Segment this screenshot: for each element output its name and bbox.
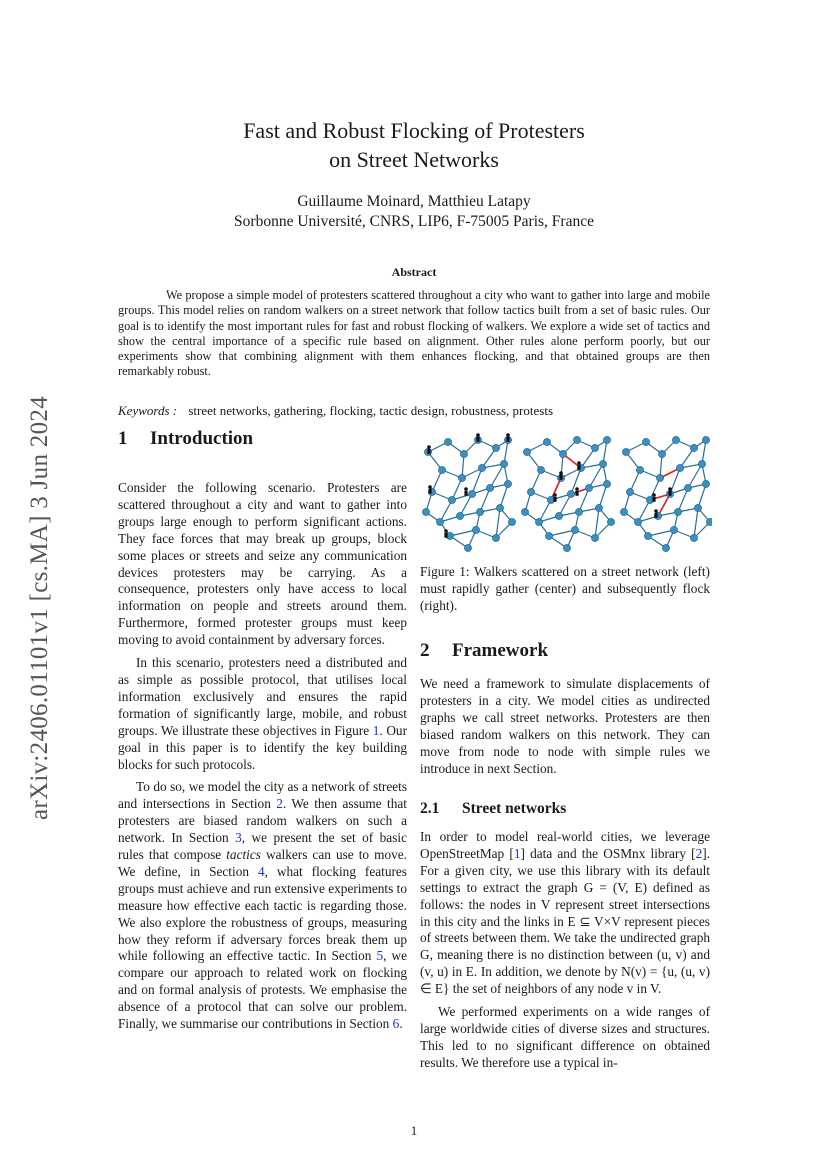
citation-1-link[interactable]: 1	[513, 845, 521, 861]
street-node	[690, 444, 697, 451]
walker-head	[577, 461, 581, 465]
intro-p3-text-a: To do so, we model the city as a network of streets and intersections in Section	[118, 779, 407, 812]
street-node	[662, 544, 669, 551]
walker-body	[444, 533, 447, 538]
figure-panel-3	[620, 436, 712, 551]
section-5-link[interactable]: 5	[376, 948, 384, 964]
walker-body	[553, 497, 556, 502]
street-node	[456, 512, 463, 519]
street-node	[573, 436, 580, 443]
street-node	[468, 490, 475, 497]
street-node	[464, 544, 471, 551]
title-line-1: Fast and Robust Flocking of Protesters	[243, 118, 585, 143]
street-node	[656, 474, 663, 481]
street-node	[545, 532, 552, 539]
intro-p3-text-g: .	[399, 1016, 403, 1032]
walker-body	[652, 497, 655, 502]
street-edge	[549, 530, 575, 536]
intro-p3-text-f: , we compare our approach to related work on flocking and on formal analysis of protests. We emphasise the absence of a protocol that can solve our problem. Finally, we summarise our contributions in Section	[118, 948, 408, 1032]
right-column-body	[420, 829, 710, 1078]
intro-p3-text-d: walkers can use to move. We define, in Section	[118, 847, 407, 879]
walker-body	[577, 465, 580, 470]
walker-head	[444, 529, 448, 533]
street-node	[642, 438, 649, 445]
walker-body	[559, 475, 562, 480]
street-node	[595, 504, 602, 511]
walker-body	[575, 491, 578, 496]
walker-body	[428, 489, 431, 494]
street-edge	[450, 530, 476, 536]
section-6-link[interactable]: 6	[392, 1016, 400, 1032]
street-edge	[480, 488, 490, 512]
figure-1-graphic	[420, 430, 712, 555]
street-node	[500, 460, 507, 467]
street-node	[658, 450, 665, 457]
street-node	[422, 508, 429, 515]
section-2-heading	[420, 640, 548, 662]
sn-p1-text-a: In order to model real-world cities, we leverage OpenStreetMap [	[420, 829, 710, 861]
walker-body	[506, 437, 509, 442]
street-node	[567, 490, 574, 497]
walker-body	[464, 491, 467, 496]
street-node	[571, 526, 578, 533]
walker-head	[559, 471, 563, 475]
walker-head	[506, 433, 510, 437]
section-2-link[interactable]: 2	[276, 796, 283, 812]
street-node	[527, 488, 534, 495]
street-node	[684, 484, 691, 491]
walker-body	[427, 449, 430, 454]
street-node	[676, 464, 683, 471]
section-1-title: Introduction	[150, 428, 254, 449]
walker-head	[575, 487, 579, 491]
street-node	[603, 436, 610, 443]
section-2-1-title: Street networks	[462, 800, 567, 817]
intro-p3-text-c: , we present the set of basic rules that compose	[118, 830, 407, 863]
walker-head	[428, 485, 432, 489]
author-names: Guillaume Moinard, Matthieu Latapy	[297, 193, 531, 210]
street-node	[698, 460, 705, 467]
intro-p2-text-a: In this scenario, protesters need a distributed and as simple as possible protocol, that utilises local information exclusively and ensures the rapid formation of significantly large, mobile, and robust groups. We illustrate these objectives in Figure	[118, 655, 407, 738]
page-number: 1	[410, 1123, 418, 1138]
abstract-text: We propose a simple model of protesters scattered throughout a city who want to gather into large and mobile groups. This model relies on random walkers on a street network that follow tactics built from a set of basic rules. Our goal is to identify the most important rules for fast and robust flocking of walkers. We explore a wide set of tactics and show the central importance of a specific rule based on alignment. Other rules alone perform poorly, but our experiments show that combining alignment with them enhances flocking, and that obtained groups are then remarkably robust.	[118, 288, 710, 379]
street-node	[634, 518, 641, 525]
street-node	[636, 466, 643, 473]
street-node	[563, 544, 570, 551]
keywords-label: Keywords :	[118, 403, 178, 418]
street-node	[448, 496, 455, 503]
street-node	[537, 466, 544, 473]
figure-panel-2	[521, 436, 614, 551]
street-node	[478, 464, 485, 471]
walker-head	[652, 493, 656, 497]
section-4-link[interactable]: 4	[257, 863, 265, 879]
street-node	[690, 534, 697, 541]
street-node	[543, 438, 550, 445]
street-node	[620, 508, 627, 515]
street-node	[476, 508, 483, 515]
street-networks-paragraph-1	[420, 829, 710, 998]
section-2-1-heading	[420, 800, 566, 818]
street-edge	[648, 530, 674, 536]
street-node	[591, 534, 598, 541]
street-node	[523, 448, 530, 455]
section-1-heading	[118, 428, 253, 450]
section-2-number: 2	[420, 640, 430, 661]
street-node	[521, 508, 528, 515]
framework-paragraph: We need a framework to simulate displacements of protesters in a city. We model cities as undirected graphs we call street networks. Protesters are then biased random walkers on this network. They can move from node to node with simple rules we introduce in next Section.	[420, 676, 710, 776]
street-node	[486, 484, 493, 491]
figure-1-link[interactable]: 1	[372, 722, 380, 738]
figure-panel-1	[422, 433, 515, 551]
keywords-text: street networks, gathering, flocking, tactic design, robustness, protests	[188, 403, 554, 418]
section-1-number: 1	[118, 428, 128, 449]
intro-paragraph-3	[118, 779, 407, 1033]
street-node	[694, 504, 701, 511]
intro-p3-emphasis: tactics	[226, 847, 261, 863]
paper-title	[140, 116, 688, 174]
street-node	[644, 532, 651, 539]
street-edge	[595, 508, 599, 538]
street-node	[607, 518, 614, 525]
intro-p3-text-b: . We then assume that protesters are biased random walkers on such a network. In Section	[118, 796, 407, 846]
author-block	[140, 192, 688, 232]
arxiv-id: arXiv:2406.01101v1 [cs.MA] 3 Jun 2024	[26, 395, 53, 820]
street-node	[444, 438, 451, 445]
street-node	[460, 450, 467, 457]
intro-paragraph-1: Consider the following scenario. Protesters are scattered throughout a city and want to gather into groups large enough to perform significant actions. They face forces that may break up groups, block some places or streets and seize any communication devices protesters may be carrying. As a consequence, protesters only have access to local information on people and streets around them. Furthermore, formed protester groups must keep moving to avoid containment by adversary forces.	[118, 480, 407, 648]
walker-head	[553, 493, 557, 497]
walker-head	[476, 433, 480, 437]
arxiv-sidebar	[22, 370, 58, 845]
street-node	[504, 480, 511, 487]
walker-body	[654, 513, 657, 518]
sn-p1-text-b: ] data and the OSMnx library [	[520, 845, 696, 861]
street-edge	[496, 508, 500, 538]
street-node	[622, 448, 629, 455]
intro-paragraph-2	[118, 655, 407, 773]
street-node	[626, 488, 633, 495]
street-node	[508, 518, 515, 525]
walker-head	[427, 445, 431, 449]
section-2-title: Framework	[452, 640, 549, 661]
street-edge	[688, 464, 702, 488]
street-node	[672, 436, 679, 443]
street-node	[674, 508, 681, 515]
street-edge	[490, 464, 504, 488]
street-node	[591, 444, 598, 451]
street-node	[559, 450, 566, 457]
street-node	[472, 526, 479, 533]
walker-head	[654, 509, 658, 513]
street-edge	[678, 488, 688, 512]
street-node	[438, 466, 445, 473]
author-affiliation: Sorbonne Université, CNRS, LIP6, F-75005 Paris, France	[234, 213, 594, 230]
street-node	[575, 508, 582, 515]
walker-body	[476, 437, 479, 442]
street-node	[585, 484, 592, 491]
section-2-1-number: 2.1	[420, 800, 440, 817]
street-node	[555, 512, 562, 519]
street-node	[599, 460, 606, 467]
street-node	[603, 480, 610, 487]
street-node	[458, 474, 465, 481]
street-node	[492, 444, 499, 451]
street-node	[670, 526, 677, 533]
section-3-link[interactable]: 3	[235, 830, 242, 846]
walker-body	[668, 491, 671, 496]
citation-2-link[interactable]: 2	[695, 845, 703, 861]
left-column	[118, 480, 407, 1039]
street-node	[706, 518, 712, 525]
street-node	[496, 504, 503, 511]
street-node	[492, 534, 499, 541]
intro-p2-text-b: . Our goal in this paper is to identify the key building blocks for such protocols.	[118, 722, 407, 772]
street-networks-paragraph-2: We performed experiments on a wide ranges of large worldwide cities of diverse sizes and structures. This led to no significant difference on obtained results. We therefore use a typical in-	[420, 1004, 710, 1070]
keywords	[118, 403, 718, 419]
walker-head	[464, 487, 468, 491]
abstract-heading: Abstract	[391, 265, 437, 279]
street-node	[702, 436, 709, 443]
street-node	[436, 518, 443, 525]
street-edge	[589, 464, 603, 488]
intro-p3-text-e: , what flocking features groups must achieve and run extensive experiments to measure how effective each tactic is regarding those. We also explore the robustness of groups, measuring how they reform if adversary forces break them up while following an effective tactic. In Section	[118, 863, 407, 964]
street-node	[702, 480, 709, 487]
sn-p1-text-c: ]. For a given city, we use this library with its default settings to extract the graph G = (V, E) defined as follows: the nodes in V represent street intersections in this city and the links in E ⊆ V×V represent pieces of streets between them. We take the undirected graph G, meaning there is no distinction between (u, v) and (v, u) in E. In addition, we denote by N(v) = {u, (u, v) ∈ E} the set of neighbors of any node v in V.	[420, 845, 710, 997]
walker-head	[668, 487, 672, 491]
figure-1-caption: Figure 1: Walkers scattered on a street network (left) must rapidly gather (center) and subsequently flock (right).	[420, 564, 710, 613]
street-edge	[694, 508, 698, 538]
title-line-2: on Street Networks	[329, 147, 499, 172]
street-node	[535, 518, 542, 525]
